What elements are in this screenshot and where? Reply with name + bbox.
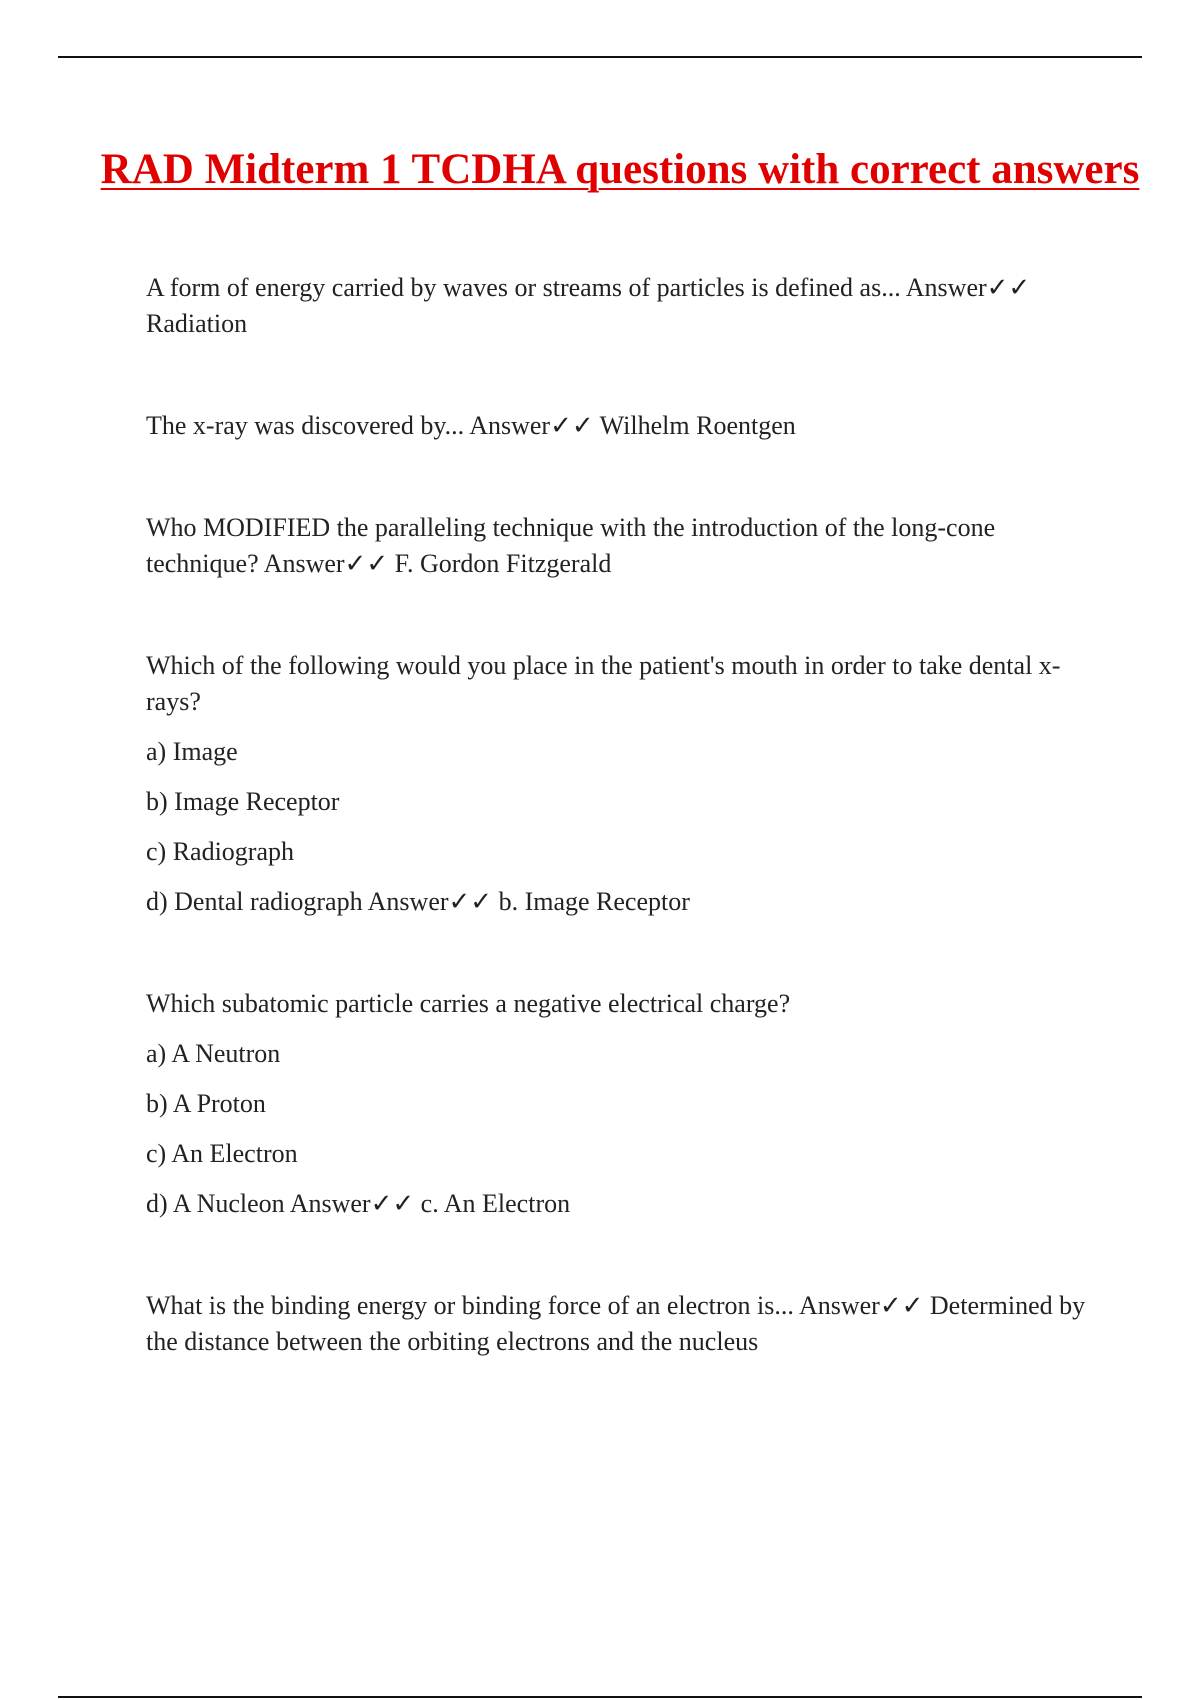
- question-item: [146, 986, 1086, 1222]
- document-title: [100, 142, 1140, 198]
- question-item: [146, 648, 1086, 920]
- answer-option: b) Image Receptor: [146, 787, 340, 816]
- document-title-text: RAD Midterm 1 TCDHA questions with correct answers: [100, 146, 1140, 193]
- question-text: Who MODIFIED the paralleling technique with the introduction of the long-cone technique? Answer✓✓ F. Gordon Fitzgerald: [146, 513, 996, 578]
- question-text: Which subatomic particle carries a negative electrical charge?: [146, 989, 791, 1018]
- question-item: [146, 408, 1086, 444]
- question-text: A form of energy carried by waves or streams of particles is defined as... Answer✓✓ Radiation: [146, 273, 1031, 338]
- answer-option: c) Radiograph: [146, 837, 295, 866]
- question-item: [146, 1288, 1086, 1360]
- question-text: Which of the following would you place in the patient's mouth in order to take dental x-rays?: [146, 651, 1061, 716]
- answer-option: d) A Nucleon Answer✓✓ c. An Electron: [146, 1189, 571, 1218]
- answer-option: b) A Proton: [146, 1089, 266, 1118]
- document-body: [146, 270, 1086, 1360]
- question-text: The x-ray was discovered by... Answer✓✓ Wilhelm Roentgen: [146, 411, 796, 440]
- answer-option: d) Dental radiograph Answer✓✓ b. Image Receptor: [146, 887, 690, 916]
- answer-option: a) Image: [146, 737, 238, 766]
- question-item: [146, 270, 1086, 342]
- question-text: What is the binding energy or binding force of an electron is... Answer✓✓ Determined by the distance between the orbiting electrons and the nucleus: [146, 1291, 1086, 1356]
- header-rule: [58, 56, 1142, 58]
- footer-rule: [58, 1696, 1142, 1698]
- answer-option: c) An Electron: [146, 1139, 298, 1168]
- question-item: [146, 510, 1086, 582]
- answer-option: a) A Neutron: [146, 1039, 281, 1068]
